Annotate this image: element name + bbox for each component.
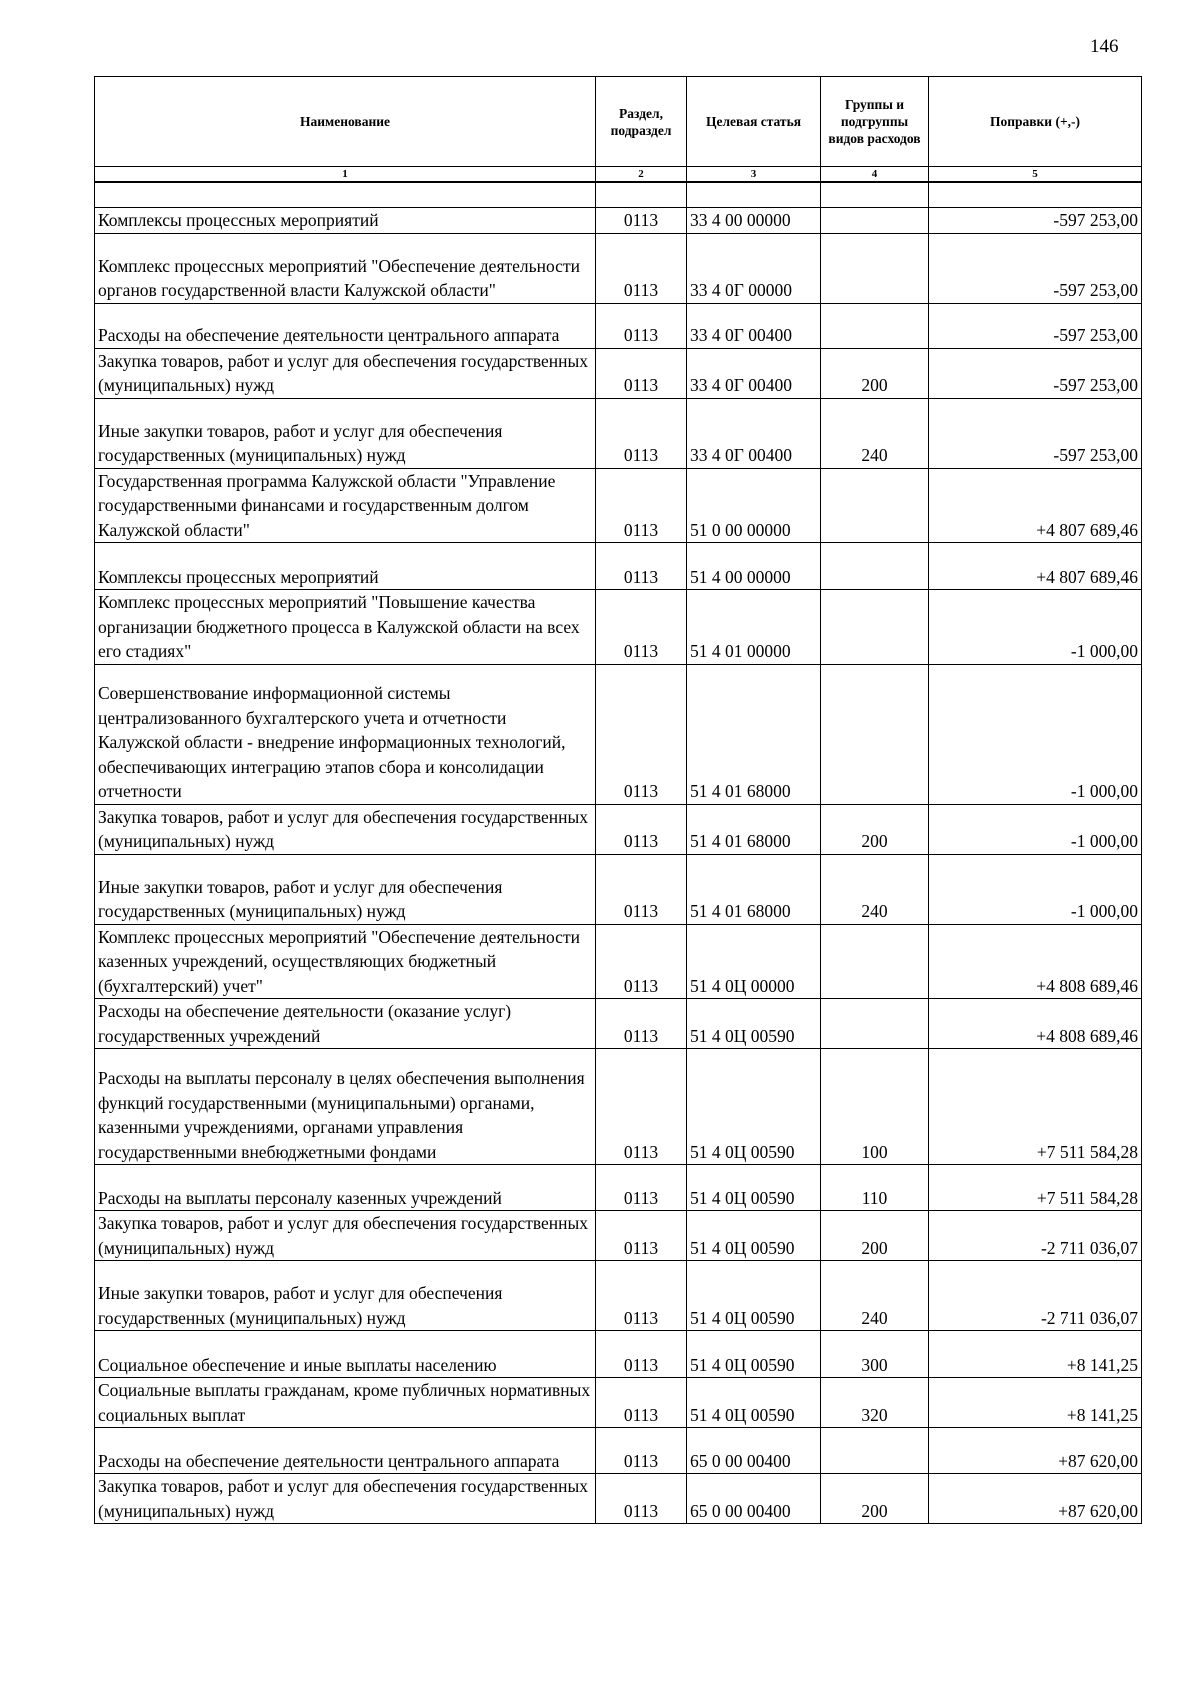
row-section-code: 0113 xyxy=(596,468,687,543)
table-row xyxy=(95,348,1142,398)
row-expense-group: 300 xyxy=(821,1331,929,1378)
row-section-code: 0113 xyxy=(596,924,687,999)
table-row xyxy=(95,1428,1142,1474)
row-section-code: 0113 xyxy=(596,208,687,234)
row-expense-group: 100 xyxy=(821,1049,929,1165)
row-target-article: 65 0 00 00400 xyxy=(687,1428,821,1474)
row-expense-group: 320 xyxy=(821,1378,929,1428)
row-amount: +4 808 689,46 xyxy=(929,924,1142,999)
row-expense-group xyxy=(821,468,929,543)
row-section-code: 0113 xyxy=(596,590,687,665)
row-expense-group: 200 xyxy=(821,1474,929,1524)
row-section-code: 0113 xyxy=(596,1165,687,1211)
row-amount: -597 253,00 xyxy=(929,348,1142,398)
row-amount: -1 000,00 xyxy=(929,664,1142,804)
row-expense-group xyxy=(821,208,929,234)
row-amount: +4 807 689,46 xyxy=(929,543,1142,590)
row-target-article: 51 4 0Ц 00590 xyxy=(687,1211,821,1261)
table-row xyxy=(95,398,1142,468)
row-name: Расходы на обеспечение деятельности (оказание услуг) государственных учреждений xyxy=(95,999,596,1049)
row-section-code: 0113 xyxy=(596,999,687,1049)
row-section-code: 0113 xyxy=(596,1378,687,1428)
row-expense-group xyxy=(821,233,929,303)
row-target-article: 51 4 01 68000 xyxy=(687,854,821,924)
row-amount: -597 253,00 xyxy=(929,398,1142,468)
row-amount: +8 141,25 xyxy=(929,1378,1142,1428)
row-name: Комплексы процессных мероприятий xyxy=(95,208,596,234)
row-amount: -1 000,00 xyxy=(929,590,1142,665)
spacer-row xyxy=(95,182,1142,208)
row-target-article: 51 4 0Ц 00590 xyxy=(687,1261,821,1331)
header-article: Целевая статья xyxy=(687,77,821,167)
row-target-article: 51 4 0Ц 00590 xyxy=(687,999,821,1049)
table-row xyxy=(95,1165,1142,1211)
table-row xyxy=(95,468,1142,543)
row-amount: -597 253,00 xyxy=(929,233,1142,303)
header-group: Группы и подгруппы видов расходов xyxy=(821,77,929,167)
row-name: Закупка товаров, работ и услуг для обеспечения государственных (муниципальных) нужд xyxy=(95,804,596,854)
table-row xyxy=(95,208,1142,234)
column-number: 4 xyxy=(821,167,929,183)
row-target-article: 51 4 0Ц 00590 xyxy=(687,1331,821,1378)
row-section-code: 0113 xyxy=(596,1474,687,1524)
row-name: Комплекс процессных мероприятий "Обеспечение деятельности органов государственной власти Калужской области" xyxy=(95,233,596,303)
row-name: Комплекс процессных мероприятий "Обеспечение деятельности казенных учреждений, осуществляющих бюджетный (бухгалтерский) учет" xyxy=(95,924,596,999)
column-number: 2 xyxy=(596,167,687,183)
row-expense-group xyxy=(821,1428,929,1474)
row-section-code: 0113 xyxy=(596,1261,687,1331)
row-section-code: 0113 xyxy=(596,1211,687,1261)
row-section-code: 0113 xyxy=(596,804,687,854)
table-row xyxy=(95,303,1142,348)
row-target-article: 51 4 0Ц 00590 xyxy=(687,1165,821,1211)
table-row xyxy=(95,924,1142,999)
row-section-code: 0113 xyxy=(596,233,687,303)
row-target-article: 51 4 01 00000 xyxy=(687,590,821,665)
table-row xyxy=(95,1211,1142,1261)
row-expense-group: 200 xyxy=(821,804,929,854)
table-row xyxy=(95,1474,1142,1524)
row-expense-group: 200 xyxy=(821,1211,929,1261)
row-target-article: 51 0 00 00000 xyxy=(687,468,821,543)
header-section: Раздел, подраздел xyxy=(596,77,687,167)
row-expense-group: 240 xyxy=(821,854,929,924)
row-name: Государственная программа Калужской области "Управление государственными финансами и государственным долгом Калужской области" xyxy=(95,468,596,543)
row-name: Иные закупки товаров, работ и услуг для обеспечения государственных (муниципальных) нужд xyxy=(95,398,596,468)
table-row xyxy=(95,233,1142,303)
column-number-row xyxy=(95,167,1142,183)
row-target-article: 33 4 0Г 00400 xyxy=(687,303,821,348)
row-expense-group: 240 xyxy=(821,1261,929,1331)
row-target-article: 51 4 0Ц 00590 xyxy=(687,1378,821,1428)
row-target-article: 33 4 00 00000 xyxy=(687,208,821,234)
row-amount: +8 141,25 xyxy=(929,1331,1142,1378)
row-amount: -2 711 036,07 xyxy=(929,1261,1142,1331)
table-row xyxy=(95,804,1142,854)
budget-amendments-table xyxy=(94,76,1142,1524)
page-number: 146 xyxy=(1090,36,1119,57)
table-row xyxy=(95,590,1142,665)
row-name: Совершенствование информационной системы централизованного бухгалтерского учета и отчетности Калужской области - внедрение информационных технологий, обеспечивающих интеграцию этапов сбора и консолидации отчетности xyxy=(95,664,596,804)
row-expense-group xyxy=(821,543,929,590)
row-name: Социальное обеспечение и иные выплаты населению xyxy=(95,1331,596,1378)
row-section-code: 0113 xyxy=(596,398,687,468)
row-section-code: 0113 xyxy=(596,303,687,348)
row-section-code: 0113 xyxy=(596,348,687,398)
row-target-article: 33 4 0Г 00400 xyxy=(687,398,821,468)
row-name: Закупка товаров, работ и услуг для обеспечения государственных (муниципальных) нужд xyxy=(95,348,596,398)
row-expense-group: 240 xyxy=(821,398,929,468)
row-amount: +4 808 689,46 xyxy=(929,999,1142,1049)
row-name: Расходы на выплаты персоналу в целях обеспечения выполнения функций государственными (муниципальными) органами, казенными учреждениями, органами управления государственными внебюджетными фондами xyxy=(95,1049,596,1165)
table-row xyxy=(95,1261,1142,1331)
table-row xyxy=(95,543,1142,590)
table-body xyxy=(95,182,1142,1524)
row-target-article: 33 4 0Г 00400 xyxy=(687,348,821,398)
row-expense-group xyxy=(821,664,929,804)
row-amount: +87 620,00 xyxy=(929,1428,1142,1474)
row-amount: +4 807 689,46 xyxy=(929,468,1142,543)
table-row xyxy=(95,664,1142,804)
row-section-code: 0113 xyxy=(596,664,687,804)
row-expense-group xyxy=(821,924,929,999)
row-name: Иные закупки товаров, работ и услуг для обеспечения государственных (муниципальных) нужд xyxy=(95,854,596,924)
header-name: Наименование xyxy=(95,77,596,167)
row-amount: -597 253,00 xyxy=(929,208,1142,234)
row-amount: -1 000,00 xyxy=(929,854,1142,924)
row-amount: +7 511 584,28 xyxy=(929,1165,1142,1211)
row-target-article: 33 4 0Г 00000 xyxy=(687,233,821,303)
row-name: Комплексы процессных мероприятий xyxy=(95,543,596,590)
row-amount: -1 000,00 xyxy=(929,804,1142,854)
column-number: 5 xyxy=(929,167,1142,183)
table-row xyxy=(95,1378,1142,1428)
row-section-code: 0113 xyxy=(596,1331,687,1378)
row-name: Расходы на обеспечение деятельности центрального аппарата xyxy=(95,1428,596,1474)
row-target-article: 51 4 01 68000 xyxy=(687,664,821,804)
table-row xyxy=(95,854,1142,924)
row-amount: -2 711 036,07 xyxy=(929,1211,1142,1261)
row-name: Закупка товаров, работ и услуг для обеспечения государственных (муниципальных) нужд xyxy=(95,1211,596,1261)
column-number: 1 xyxy=(95,167,596,183)
row-expense-group xyxy=(821,999,929,1049)
row-expense-group: 200 xyxy=(821,348,929,398)
row-section-code: 0113 xyxy=(596,1428,687,1474)
row-expense-group xyxy=(821,590,929,665)
row-section-code: 0113 xyxy=(596,854,687,924)
column-number: 3 xyxy=(687,167,821,183)
row-amount: +87 620,00 xyxy=(929,1474,1142,1524)
row-name: Закупка товаров, работ и услуг для обеспечения государственных (муниципальных) нужд xyxy=(95,1474,596,1524)
row-amount: +7 511 584,28 xyxy=(929,1049,1142,1165)
row-expense-group: 110 xyxy=(821,1165,929,1211)
table-row xyxy=(95,1049,1142,1165)
table-row xyxy=(95,999,1142,1049)
row-name: Комплекс процессных мероприятий "Повышение качества организации бюджетного процесса в Калужской области на всех его стадиях" xyxy=(95,590,596,665)
row-expense-group xyxy=(821,303,929,348)
row-amount: -597 253,00 xyxy=(929,303,1142,348)
row-name: Иные закупки товаров, работ и услуг для обеспечения государственных (муниципальных) нужд xyxy=(95,1261,596,1331)
row-target-article: 51 4 01 68000 xyxy=(687,804,821,854)
row-name: Социальные выплаты гражданам, кроме публичных нормативных социальных выплат xyxy=(95,1378,596,1428)
table-header-row xyxy=(95,77,1142,167)
row-target-article: 65 0 00 00400 xyxy=(687,1474,821,1524)
header-amount: Поправки (+,-) xyxy=(929,77,1142,167)
row-target-article: 51 4 00 00000 xyxy=(687,543,821,590)
row-section-code: 0113 xyxy=(596,543,687,590)
table-row xyxy=(95,1331,1142,1378)
row-target-article: 51 4 0Ц 00000 xyxy=(687,924,821,999)
row-name: Расходы на обеспечение деятельности центрального аппарата xyxy=(95,303,596,348)
row-target-article: 51 4 0Ц 00590 xyxy=(687,1049,821,1165)
row-section-code: 0113 xyxy=(596,1049,687,1165)
row-name: Расходы на выплаты персоналу казенных учреждений xyxy=(95,1165,596,1211)
